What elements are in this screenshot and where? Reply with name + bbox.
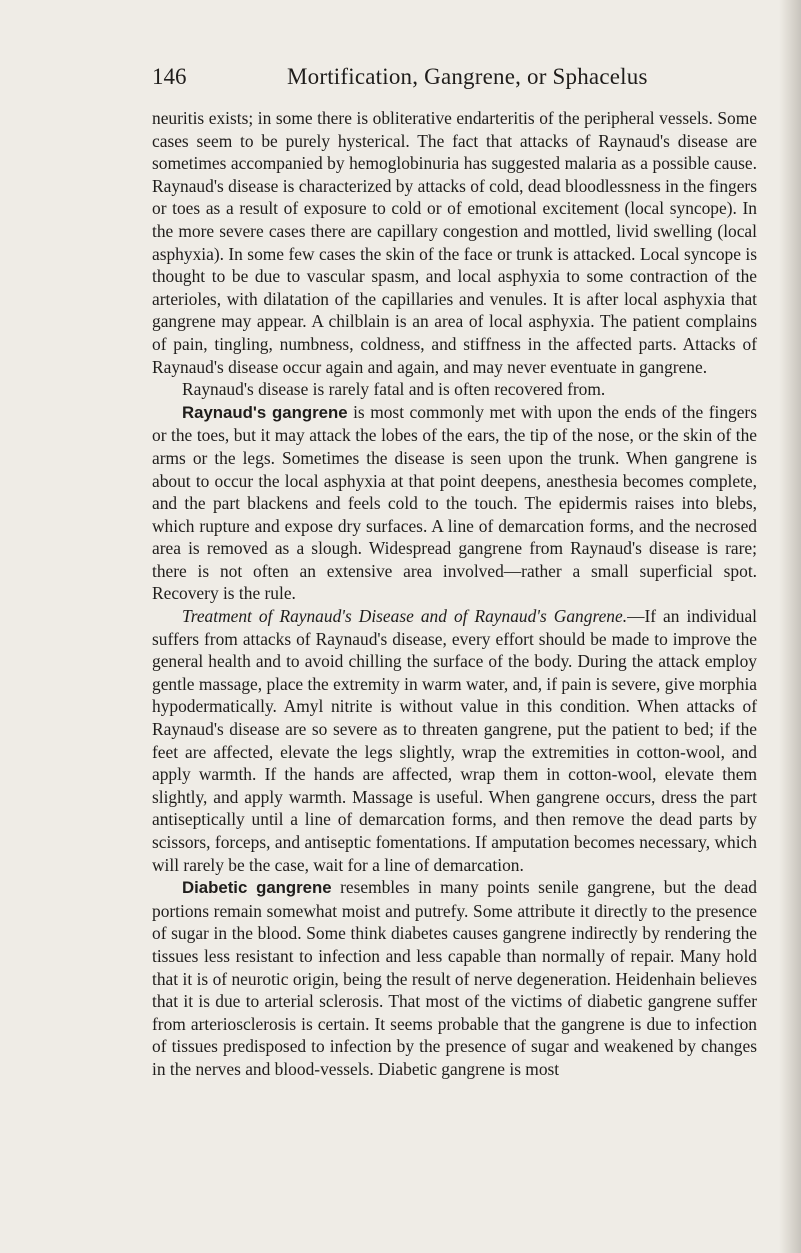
body-text — [152, 107, 757, 1081]
running-header — [152, 64, 672, 98]
paragraph-2: Raynaud's disease is rarely fatal and is often recovered from. — [182, 379, 606, 400]
page-number: 146 — [152, 64, 187, 89]
paragraph-3 — [152, 401, 757, 605]
paragraph-4 — [152, 605, 757, 876]
paragraph-5-text: resembles in many points senile gangrene, but the dead portions remain somewhat moist and putrefy. Some attribute it directly to the presence of sugar in the blood. Some think diabetes causes gangrene indirectly by rendering the tissues less resistant to infection and less capable than normally of repair. Many hold that it is of neurotic origin, being the result of nerve degeneration. Heidenhain believes that it is due to arterial sclerosis. That most of the victims of diabetic gangrene suffer from arteriosclerosis is certain. It seems probable that the gangrene is due to infection of tissues predisposed to infection by the presence of sugar and weakened by changes in the nerves and blood-vessels. Diabetic gangrene is most — [152, 877, 757, 1079]
section-heading-diabetic-gangrene: Diabetic gangrene — [182, 878, 332, 898]
page-edge-shadow — [779, 0, 801, 1253]
section-heading-treatment: Treatment of Raynaud's Disease and of Raynaud's Gangrene. — [182, 606, 628, 627]
paragraph-4-text: —If an individual suffers from attacks of Raynaud's disease, every effort should be made to improve the general health and to avoid chilling the surface of the body. During the attack employ gentle massage, place the extremity in warm water, and, if pain is severe, give morphia hypodermatically. Amyl nitrite is without value in this condition. When attacks of Raynaud's disease are so severe as to threaten gangrene, put the patient to bed; if the feet are affected, elevate the legs slightly, wrap the extremities in cotton-wool, and apply warmth. If the hands are affected, wrap them in cotton-wool, elevate them slightly, and apply warmth. Massage is useful. When gangrene occurs, dress the part antiseptically until a line of demarcation forms, and then remove the dead parts by scissors, forceps, and antiseptic fomentations. If amputation becomes necessary, which will rarely be the case, wait for a line of demarcation. — [152, 606, 758, 875]
paragraph-5 — [152, 876, 757, 1080]
section-heading-raynauds-gangrene: Raynaud's gangrene — [182, 402, 348, 422]
paragraph-3-text: is most commonly met with upon the ends of the fingers or the toes, but it may attack the lobes of the ears, the tip of the nose, or the skin of the arms or the legs. Sometimes the disease is seen upon the trunk. When gangrene is about to occur the local asphyxia at that point deepens, anesthesia becomes complete, and the part blackens and feels cold to the touch. The epidermis raises into blebs, which rupture and expose dry surfaces. A line of demarcation forms, and the necrosed area is removed as a slough. Widespread gangrene from Raynaud's disease is rare; there is not often an extensive area involved—rather a small superficial spot. Recovery is the rule. — [152, 401, 757, 604]
paragraph-1: neuritis exists; in some there is obliterative endarteritis of the peripheral vessels. Some cases seem to be purely hysterical. The fact that attacks of Raynaud's disease are sometimes accompanied by hemoglobinuria has suggested malaria as a possible cause. Raynaud's disease is characterized by attacks of cold, dead bloodlessness in the fingers or toes as a result of exposure to cold or of emotional excitement (local syncope). In the more severe cases there are capillary congestion and mottled, livid swelling (local asphyxia). In some few cases the skin of the face or trunk is attacked. Local syncope is thought to be due to vascular spasm, and local asphyxia to some contraction of the arterioles, with dilatation of the capillaries and venules. It is after local asphyxia that gangrene may appear. A chilblain is an area of local asphyxia. The patient complains of pain, tingling, numbness, coldness, and stiffness in the affected parts. Attacks of Raynaud's disease occur again and again, and may never eventuate in gangrene. — [152, 108, 757, 377]
running-title: Mortification, Gangrene, or Sphacelus — [287, 64, 648, 89]
